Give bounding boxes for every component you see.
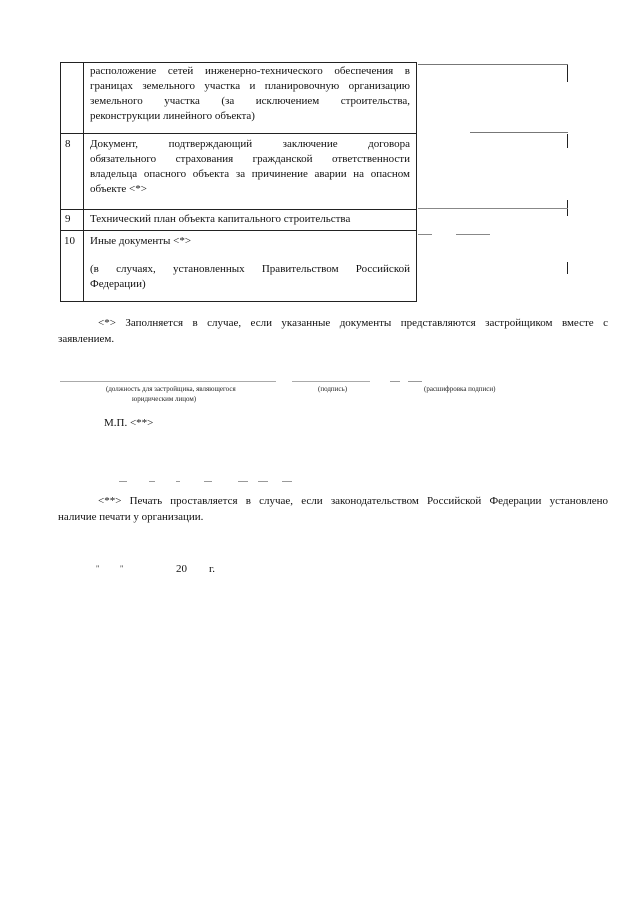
table-row-divider-faded [470, 132, 568, 133]
table-row-text: Технический план объекта капитального строительства [90, 213, 351, 225]
decoding-line-fragment [408, 381, 422, 382]
table-row-number: 8 [65, 138, 71, 150]
table-right-border-fragment [567, 262, 568, 274]
table-row-text: обязательного страхования гражданской ответственности [90, 153, 410, 165]
date-year-suffix: г. [209, 563, 216, 575]
footnote-stamp: <**> Печать проставляется в случае, если законодательством Российской Федерации установлено [98, 495, 608, 507]
table-row-divider [60, 133, 417, 134]
decorative-dash [204, 481, 212, 482]
decorative-dash [258, 481, 268, 482]
table-top-border-faded [418, 64, 568, 65]
table-row-text: объекте <*> [90, 183, 147, 195]
date-open-quote: " [96, 564, 100, 573]
table-row-text: земельного участка (за исключением строительства, [90, 95, 410, 107]
table-row-divider [60, 230, 417, 231]
table-row-text: Документ, подтверждающий заключение договора [90, 138, 410, 150]
table-row-text: владельца опасного объекта за причинение аварии на опасном [90, 168, 410, 180]
table-row-text: Иные документы <*> [90, 235, 192, 247]
decorative-dash [176, 481, 180, 482]
table-row-divider-faded [418, 208, 568, 209]
table-row-text: (в случаях, установленных Правительством Российской [90, 263, 410, 275]
table-left-border [60, 62, 61, 302]
position-line [60, 381, 276, 382]
decorative-dash [149, 481, 155, 482]
table-row-text: расположение сетей инженерно-технического обеспечения в [90, 65, 410, 77]
footnote-documents: <*> Заполняется в случае, если указанные документы представляются застройщиком вместе с [98, 317, 608, 329]
decorative-dash [238, 481, 248, 482]
signature-line [292, 381, 370, 382]
date-year-prefix: 20 [176, 563, 187, 575]
decorative-dash [282, 481, 292, 482]
footnote-stamp-continuation: наличие печати у организации. [58, 511, 204, 523]
table-number-column-border [83, 62, 84, 302]
table-row-text: реконструкции линейного объекта) [90, 110, 255, 122]
table-row-divider [60, 209, 417, 210]
table-bottom-border [60, 301, 417, 302]
table-row-number: 10 [64, 235, 75, 247]
table-right-border-fragment [567, 64, 568, 82]
table-middle-column-border [416, 62, 417, 302]
date-close-quote: " [120, 564, 124, 573]
table-row-text: Федерации) [90, 278, 146, 290]
stamp-label: М.П. <**> [104, 417, 154, 429]
position-caption-continuation: юридическим лицом) [132, 395, 197, 403]
table-top-border [60, 62, 417, 63]
table-row-divider-faded [418, 234, 432, 235]
decoding-line-fragment [390, 381, 400, 382]
position-caption: (должность для застройщика, являющегося [106, 385, 236, 393]
table-row-number: 9 [65, 213, 71, 225]
table-row-text: границах земельного участка и планировочную организацию [90, 80, 410, 92]
table-right-border-fragment [567, 134, 568, 148]
footnote-documents-continuation: заявлением. [58, 333, 115, 345]
decoding-caption: (расшифровка подписи) [424, 385, 496, 393]
signature-caption: (подпись) [318, 385, 348, 393]
table-row-divider-faded [456, 234, 490, 235]
decorative-dash [119, 481, 127, 482]
